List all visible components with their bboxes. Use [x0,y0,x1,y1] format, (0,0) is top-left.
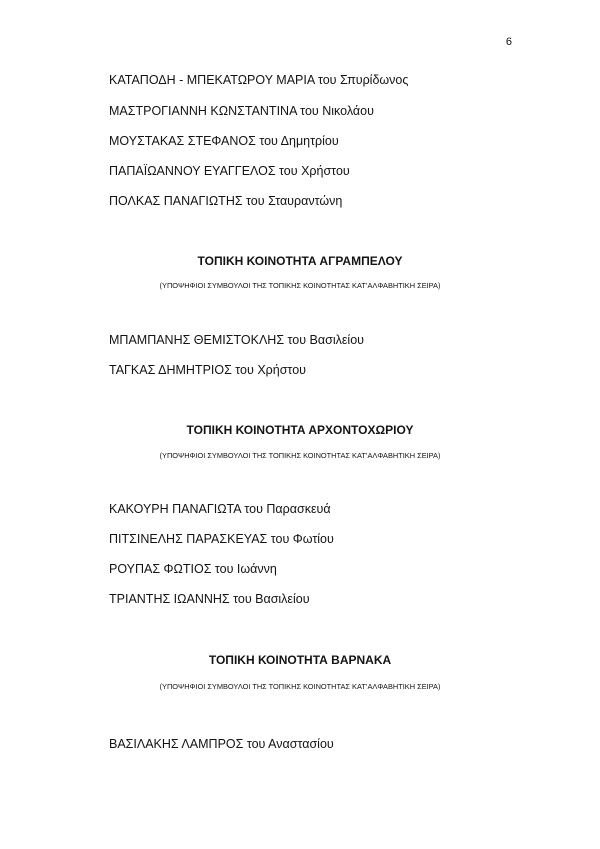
candidate-name: ΚΑΚΟΥΡΗ ΠΑΝΑΓΙΩΤΑ του Παρασκευά [109,502,331,516]
section-title: ΤΟΠΙΚΗ ΚΟΙΝΟΤΗΤΑ ΒΑΡΝΑΚΑ [208,653,392,667]
candidate-name: ΚΑΤΑΠΟΔΗ - ΜΠΕΚΑΤΩΡΟΥ ΜΑΡΙΑ του Σπυρίδωνος [109,73,409,87]
candidate-name: ΜΟΥΣΤΑΚΑΣ ΣΤΕΦΑΝΟΣ του Δημητρίου [109,134,339,148]
candidate-name: ΠΙΤΣΙΝΕΛΗΣ ΠΑΡΑΣΚΕΥΑΣ του Φωτίου [109,532,334,546]
candidate-name: ΡΟΥΠΑΣ ΦΩΤΙΟΣ του Ιωάννη [109,562,277,576]
candidate-name: ΤΡΙΑΝΤΗΣ ΙΩΑΝΝΗΣ του Βασιλείου [109,592,310,606]
candidate-name: ΒΑΣΙΛΑΚΗΣ ΛΑΜΠΡΟΣ του Αναστασίου [109,737,334,751]
candidate-name: ΜΠΑΜΠΑΝΗΣ ΘΕΜΙΣΤΟΚΛΗΣ του Βασιλείου [109,333,364,347]
candidate-name: ΠΟΛΚΑΣ ΠΑΝΑΓΙΩΤΗΣ του Σταυραντώνη [109,194,343,208]
page-number: 6 [505,36,512,48]
section-note: (ΥΠΟΨΗΦΙΟΙ ΣΥΜΒΟΥΛΟΙ ΤΗΣ ΤΟΠΙΚΗΣ ΚΟΙΝΟΤΗΤΑΣ ΚΑΤ’ΑΛΦΑΒΗΤΙΚΗ ΣΕΙΡΑ) [159,682,441,691]
candidate-name: ΠΑΠΑΪΩΑΝΝΟΥ ΕΥΑΓΓΕΛΟΣ του Χρήστου [109,164,350,178]
section-title: ΤΟΠΙΚΗ ΚΟΙΝΟΤΗΤΑ ΑΡΧΟΝΤΟΧΩΡΙΟΥ [186,423,414,437]
section-note: (ΥΠΟΨΗΦΙΟΙ ΣΥΜΒΟΥΛΟΙ ΤΗΣ ΤΟΠΙΚΗΣ ΚΟΙΝΟΤΗΤΑΣ ΚΑΤ’ΑΛΦΑΒΗΤΙΚΗ ΣΕΙΡΑ) [159,451,441,460]
section-title: ΤΟΠΙΚΗ ΚΟΙΝΟΤΗΤΑ ΑΓΡΑΜΠΕΛΟΥ [197,254,403,268]
candidate-name: ΜΑΣΤΡΟΓΙΑΝΝΗ ΚΩΝΣΤΑΝΤΙΝΑ του Νικολάου [109,104,374,118]
section-note: (ΥΠΟΨΗΦΙΟΙ ΣΥΜΒΟΥΛΟΙ ΤΗΣ ΤΟΠΙΚΗΣ ΚΟΙΝΟΤΗΤΑΣ ΚΑΤ’ΑΛΦΑΒΗΤΙΚΗ ΣΕΙΡΑ) [159,281,441,290]
candidate-name: ΤΑΓΚΑΣ ΔΗΜΗΤΡΙΟΣ του Χρήστου [109,363,306,377]
